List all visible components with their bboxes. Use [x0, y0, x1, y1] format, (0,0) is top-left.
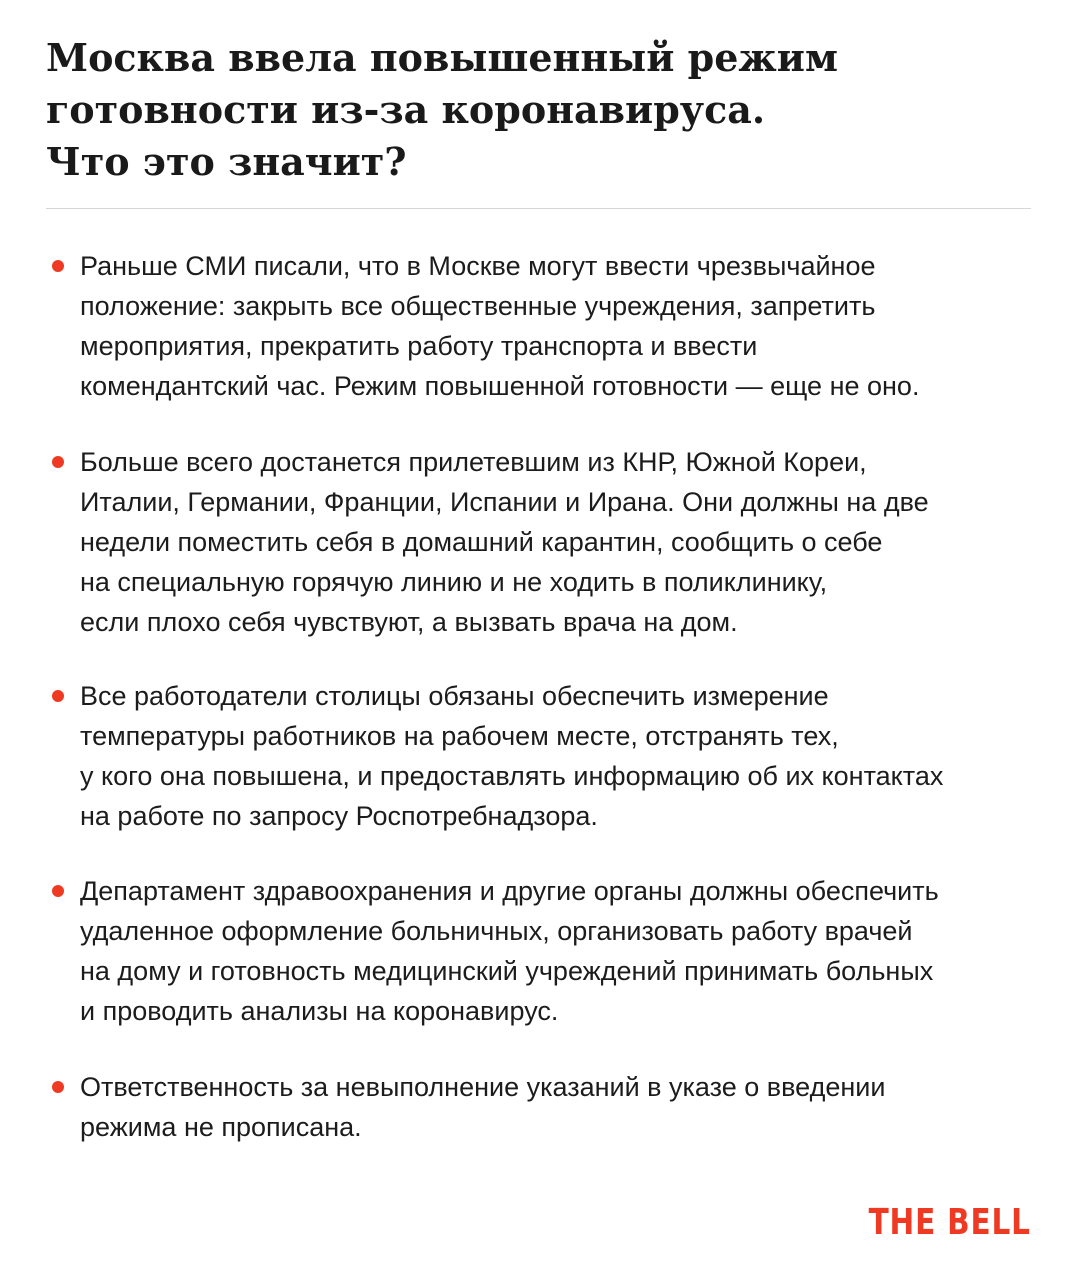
bullet-text-line: недели поместить себя в домашний карантин, сообщить о себе: [80, 527, 883, 557]
bullet-item: [80, 676, 1040, 836]
article-title: [46, 32, 1026, 188]
bullet-text-line: Ответственность за невыполнение указаний в указе о введении: [80, 1072, 886, 1102]
the-bell-logo: THE BELL: [868, 1202, 1031, 1243]
title-line: Москва ввела повышенный режим: [46, 35, 838, 80]
bullet-text-line: Раньше СМИ писали, что в Москве могут ввести чрезвычайное: [80, 251, 876, 281]
bullet-text-line: Больше всего достанется прилетевшим из КНР, Южной Кореи,: [80, 447, 867, 477]
bullet-dot-icon: [52, 1081, 64, 1093]
bullet-text-line: на работе по запросу Роспотребнадзора.: [80, 801, 598, 831]
bullet-text-line: на дому и готовность медицинский учреждений принимать больных: [80, 956, 934, 986]
bullet-text-line: удаленное оформление больничных, организовать работу врачей: [80, 916, 913, 946]
bullet-text-line: температуры работников на рабочем месте, отстранять тех,: [80, 721, 839, 751]
bullet-item: [80, 871, 1040, 1031]
bullet-dot-icon: [52, 456, 64, 468]
bullet-item: [80, 442, 1040, 642]
bullet-text-line: если плохо себя чувствуют, а вызвать врача на дом.: [80, 607, 738, 637]
bullet-dot-icon: [52, 690, 64, 702]
bullet-text-line: Департамент здравоохранения и другие органы должны обеспечить: [80, 876, 939, 906]
bullet-text-line: и проводить анализы на коронавирус.: [80, 996, 559, 1026]
bullet-item: [80, 1067, 1040, 1147]
bullet-text-line: положение: закрыть все общественные учреждения, запретить: [80, 291, 876, 321]
title-line: готовности из-за коронавируса.: [46, 87, 766, 132]
title-divider: [46, 208, 1031, 209]
bullet-text-line: на специальную горячую линию и не ходить в поликлинику,: [80, 567, 828, 597]
bullet-text-line: режима не прописана.: [80, 1112, 362, 1142]
bullet-dot-icon: [52, 260, 64, 272]
title-line: Что это значит?: [46, 139, 407, 184]
bullet-text-line: мероприятия, прекратить работу транспорта и ввести: [80, 331, 758, 361]
bullet-text-line: Все работодатели столицы обязаны обеспечить измерение: [80, 681, 829, 711]
bullet-dot-icon: [52, 885, 64, 897]
bullet-text-line: Италии, Германии, Франции, Испании и Ирана. Они должны на две: [80, 487, 929, 517]
bullet-item: [80, 246, 1040, 406]
bullet-text-line: у кого она повышена, и предоставлять информацию об их контактах: [80, 761, 944, 791]
bullet-text-line: комендантский час. Режим повышенной готовности — еще не оно.: [80, 371, 920, 401]
